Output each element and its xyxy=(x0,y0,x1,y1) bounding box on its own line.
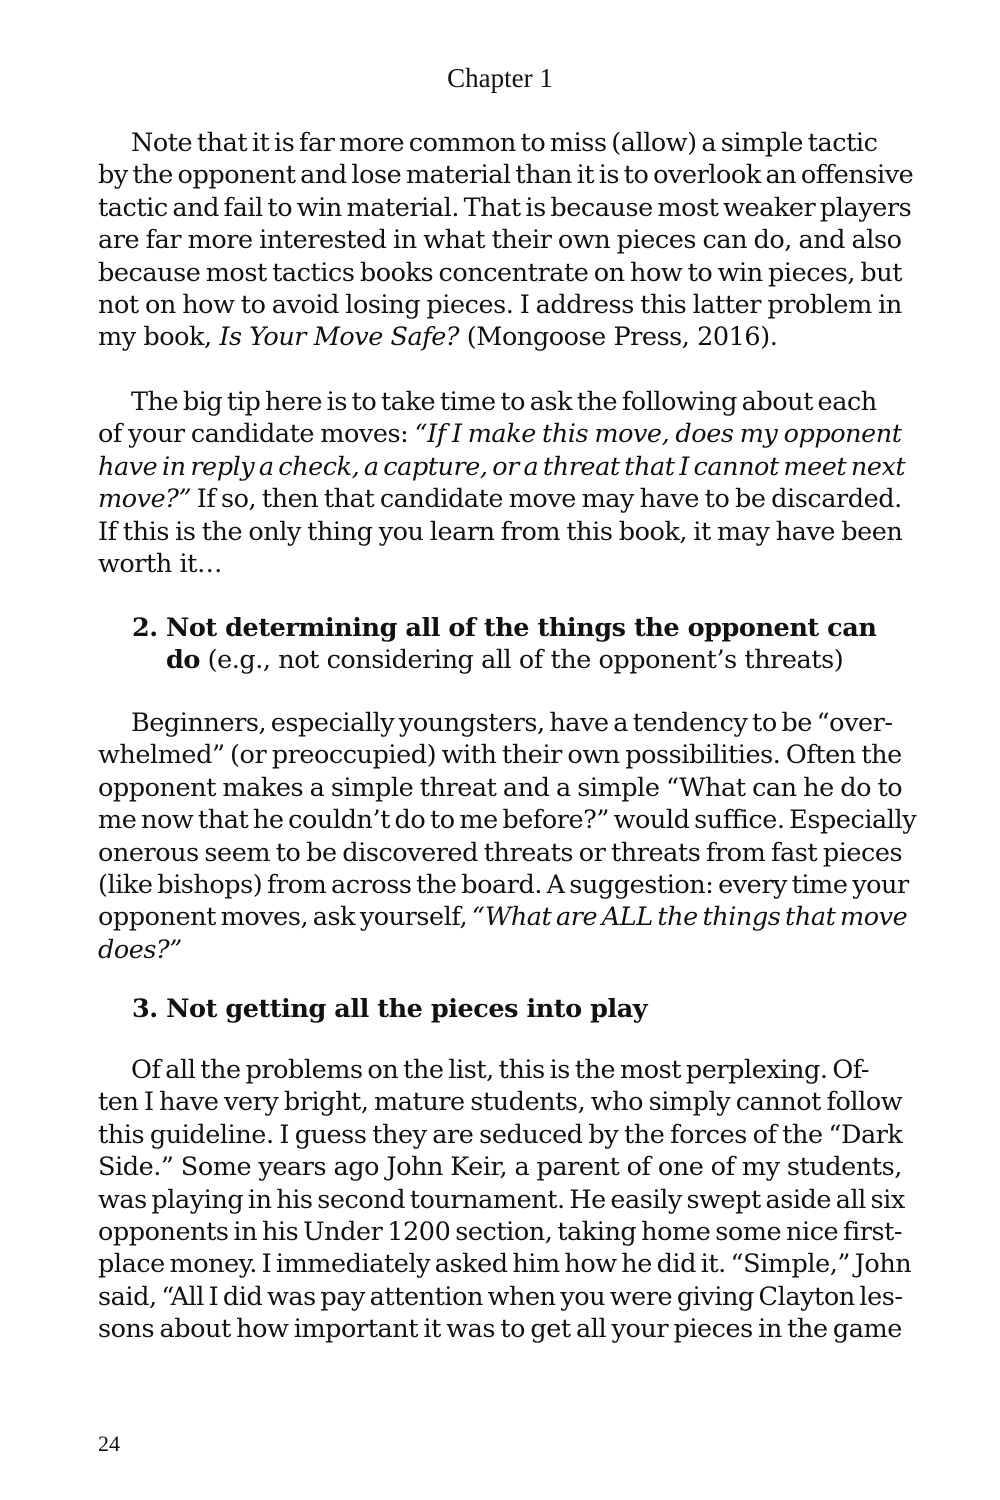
text-line: was playing in his second tournament. He easily swept aside all six xyxy=(98,1184,905,1215)
text-line: onerous seem to be discovered threats or threats from fast pieces xyxy=(98,837,903,868)
text-line: because most tactics books concentrate on how to win pieces, but xyxy=(98,257,903,288)
section-heading-2 xyxy=(132,612,902,677)
section-heading-3 xyxy=(132,993,902,1025)
heading-bold-text: do xyxy=(166,645,200,676)
text-run: of your candidate moves: xyxy=(98,419,415,450)
text-line: said, “All I did was pay attention when you were giving Clayton les- xyxy=(98,1281,903,1312)
text-line: Of all the problems on the list, this is the most perplexing. Of- xyxy=(131,1055,870,1085)
heading-line xyxy=(166,644,902,676)
text-line: ten I have very bright, mature students, who simply cannot follow xyxy=(98,1087,903,1118)
italic-question: move?” xyxy=(98,484,192,515)
text-line: not on how to avoid losing pieces. I address this latter problem in xyxy=(98,290,902,321)
text-line: this guideline. I guess they are seduced by the forces of the “Dark xyxy=(98,1119,903,1150)
page-number: 24 xyxy=(98,1431,120,1456)
text-line: Side.” Some years ago John Keir, a parent of one of my students, xyxy=(98,1152,902,1183)
heading-line xyxy=(166,612,902,644)
italic-question: does?” xyxy=(98,934,182,965)
italic-question: have in reply a check, a capture, or a threat that I cannot meet next xyxy=(98,451,906,482)
text-line: are far more interested in what their own pieces can do, and also xyxy=(98,225,902,256)
text-line xyxy=(98,934,902,966)
text-line: worth it… xyxy=(98,549,222,580)
heading-bold-text: Not determining all of the things the opponent can xyxy=(166,613,877,643)
italic-question: “What are ALL the things that move xyxy=(471,902,908,933)
running-head: Chapter 1 xyxy=(447,63,553,93)
text-line: me now that he couldn’t do to me before?” would suffice. Especially xyxy=(98,805,917,836)
text-line: opponents in his Under 1200 section, taking home some nice first- xyxy=(98,1217,903,1248)
text-line: (like bishops) from across the board. A suggestion: every time your xyxy=(98,870,909,901)
text-line: opponent makes a simple threat and a simple “What can he do to xyxy=(98,772,903,803)
text-line: If this is the only thing you learn from this book, it may have been xyxy=(98,516,903,547)
book-page xyxy=(98,0,917,1500)
heading-bold-text: 3. Not getting all the pieces into play xyxy=(132,994,648,1024)
heading-body xyxy=(166,612,902,677)
text-line: place money. I immediately asked him how he did it. “Simple,” John xyxy=(98,1249,912,1280)
text-line: Beginners, especially youngsters, have a tendency to be “over- xyxy=(131,708,893,738)
text-line xyxy=(98,483,902,515)
text-line xyxy=(98,451,906,483)
text-line: Note that it is far more common to miss (allow) a simple tactic xyxy=(131,128,878,158)
text-run: If so, then that candidate move may have to be discarded. xyxy=(191,484,902,515)
text-line: sons about how important it was to get all your pieces in the game xyxy=(98,1314,902,1345)
paragraph-beginners xyxy=(98,707,917,966)
text-run: (Mongoose Press, 2016). xyxy=(459,322,778,353)
paragraph-big-tip xyxy=(98,386,906,580)
text-line: The big tip here is to take time to ask the following about each xyxy=(131,387,877,417)
text-line: by the opponent and lose material than it is to overlook an offensive xyxy=(98,160,914,191)
italic-question: “If I make this move, does my opponent xyxy=(414,419,902,450)
text-line xyxy=(98,418,902,450)
text-line: whelmed” (or preoccupied) with their own possibilities. Often the xyxy=(98,740,902,771)
text-line xyxy=(98,321,902,353)
paragraph-missed-tactics xyxy=(98,127,914,354)
paragraph-pieces-into-play xyxy=(98,1054,912,1346)
heading-number: 2. xyxy=(132,613,158,643)
text-run: my book, xyxy=(98,322,220,353)
heading-note: (e.g., not considering all of the opponent’s threats) xyxy=(199,645,844,676)
text-line: tactic and fail to win material. That is because most weaker players xyxy=(98,192,912,223)
text-run: opponent moves, ask yourself, xyxy=(98,902,472,933)
book-title: Is Your Move Safe? xyxy=(219,322,460,353)
text-line xyxy=(98,901,908,933)
